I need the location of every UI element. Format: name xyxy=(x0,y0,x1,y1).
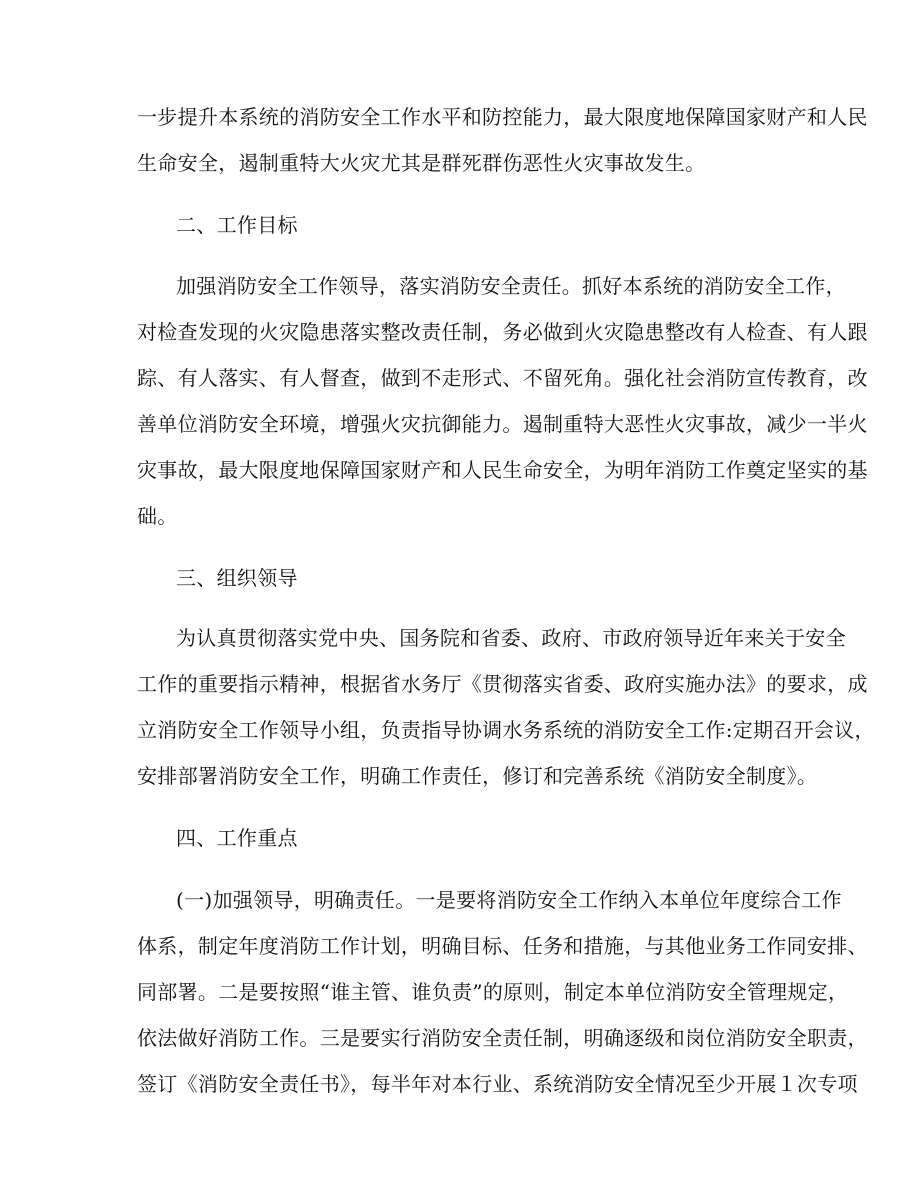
priorities-line-4: 依法做好消防工作。三是要实行消防安全责任制，明确逐级和岗位消防安全职责， xyxy=(137,1026,868,1050)
priorities-line-2: 体系，制定年度消防工作计划，明确目标、任务和措施，与其他业务工作同安排、 xyxy=(137,934,868,958)
organization-line-4: 安排部署消防安全工作，明确工作责任，修订和完善系统《消防安全制度》。 xyxy=(137,764,818,788)
priorities-line-3: 同部署。二是要按照“谁主管、谁负责”的原则，制定本单位消防安全管理规定， xyxy=(137,980,849,1004)
priorities-line-1: (一)加强领导，明确责任。一是要将消防安全工作纳入本单位年度综合工作 xyxy=(176,888,842,912)
priorities-line-5: 签订《消防安全责任书》，每半年对本行业、系统消防安全情况至少开展１次专项 xyxy=(137,1072,858,1096)
intro-line-2: 生命安全，遏制重特大火灾尤其是群死群伤恶性火灾事故发生。 xyxy=(137,151,706,175)
goals-line-2: 对检查发现的火灾隐患落实整改责任制，务必做到火灾隐患整改有人检查、有人跟 xyxy=(137,320,868,344)
goals-line-5: 灾事故，最大限度地保障国家财产和人民生命安全，为明年消防工作奠定坚实的基 xyxy=(137,458,868,482)
organization-line-2: 工作的重要指示精神，根据省水务厅《贯彻落实省委、政府实施办法》的要求，成 xyxy=(137,672,868,696)
goals-line-1: 加强消防安全工作领导，落实消防安全责任。抓好本系统的消防安全工作， xyxy=(176,274,846,298)
organization-line-1: 为认真贯彻落实党中央、国务院和省委、政府、市政府领导近年来关于安全 xyxy=(176,626,846,650)
section-heading-organization: 三、组织领导 xyxy=(176,566,298,590)
intro-line-1: 一步提升本系统的消防安全工作水平和防控能力，最大限度地保障国家财产和人民 xyxy=(137,105,868,129)
section-heading-priorities: 四、工作重点 xyxy=(176,826,298,850)
goals-line-4: 善单位消防安全环境，增强火灾抗御能力。遏制重特大恶性火灾事故，减少一半火 xyxy=(137,412,868,436)
goals-line-6: 础。 xyxy=(137,504,178,528)
section-heading-goals: 二、工作目标 xyxy=(176,213,298,237)
goals-line-3: 踪、有人落实、有人督查，做到不走形式、不留死角。强化社会消防宣传教育，改 xyxy=(137,366,868,390)
organization-line-3: 立消防安全工作领导小组，负责指导协调水务系统的消防安全工作:定期召开会议， xyxy=(137,718,875,742)
